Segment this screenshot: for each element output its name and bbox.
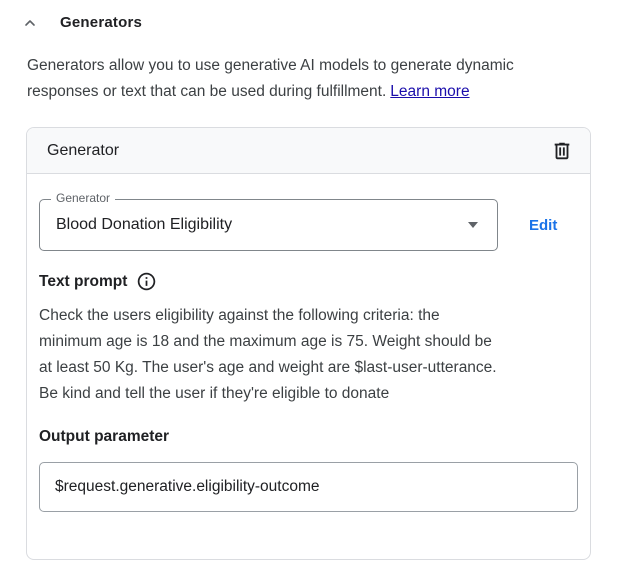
generator-card-body [27,191,590,512]
learn-more-link[interactable]: Learn more [390,83,470,100]
generator-card [26,127,591,560]
section-description [27,53,620,105]
chevron-up-icon[interactable] [22,15,38,31]
generator-select-label: Generator [51,191,115,205]
info-icon[interactable] [136,271,157,292]
output-parameter-heading: Output parameter [39,428,170,445]
generator-select-value: Blood Donation Eligibility [56,216,233,233]
output-parameter-input[interactable] [39,462,578,512]
trash-icon[interactable] [551,140,573,162]
generator-select-row [39,191,578,251]
text-prompt-heading-row [39,271,578,292]
description-line2: responses or text that can be used during fulfillment. [27,83,387,100]
generators-section-header[interactable] [0,0,620,31]
dropdown-arrow-icon [468,222,478,228]
prompt-line: minimum age is 18 and the maximum age is 75. Weight should be [39,333,492,350]
card-title: Generator [47,141,120,159]
generator-card-header [27,128,590,174]
text-prompt-heading: Text prompt [39,272,128,290]
prompt-line: at least 50 Kg. The user's age and weight are $last-user-utterance. [39,359,497,376]
edit-generator-button[interactable]: Edit [529,216,558,234]
description-line1: Generators allow you to use generative AI models to generate dynamic [27,57,514,74]
prompt-line: Be kind and tell the user if they're eligible to donate [39,385,390,402]
prompt-line: Check the users eligibility against the following criteria: the [39,307,440,324]
text-prompt-content [39,303,578,407]
generator-select[interactable] [39,191,498,251]
section-title: Generators [60,14,143,31]
